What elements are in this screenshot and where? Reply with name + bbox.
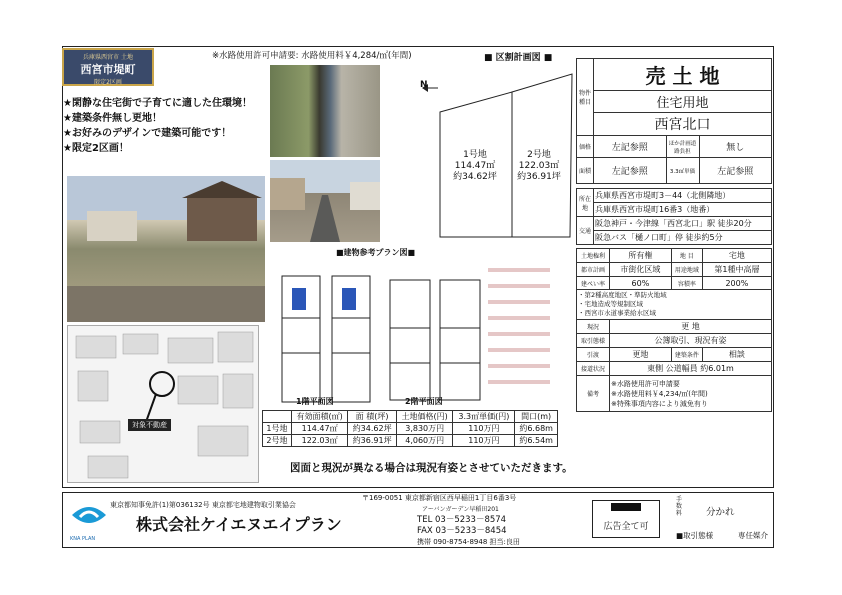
road-label: 接道状況 [577,362,610,376]
area-map [67,325,259,483]
street-photo [270,160,380,242]
postal-line: 〒169-0051 東京都新宿区西早稲田1丁目6番3号 [362,494,517,502]
floor-plan-drawing [262,258,562,408]
ad-label: 広告全て可 [603,522,649,532]
highlights-list [63,96,278,156]
remark-line: ※水路使用許可申請要 [611,379,680,388]
ad-box [592,500,660,538]
table-cell: 3,830万円 [396,423,453,435]
table-cell: 容積率 [671,277,702,290]
remark-line: ※特殊事項内容により減免有り [611,399,708,408]
mode-label: ■取引態様 [676,531,714,540]
area-badge [62,48,154,86]
table-cell: 114.47㎡ [291,423,348,435]
table-row [577,249,772,263]
table-cell: 地 目 [671,249,702,263]
delivery-label: 取引態様 [577,334,610,348]
floor1-caption: 1階平面図 [296,397,334,406]
water-fee-notice: ※水路使用許可申請要: 水路使用料￥4,284/㎡(年間) [212,51,412,61]
handover-value: 更地 [610,348,672,362]
mode-value: 専任媒介 [738,531,768,540]
license-text: 東京都知事免許(1)第036132号 東京都宅地建物取引業協会 [110,501,296,509]
area-badge-title: 西宮市堤町 [80,63,136,76]
commission-value: 分かれ [706,507,735,518]
table-cell: 約36.91坪 [348,435,396,447]
limit-line: ・宅地造成等規制区域 [578,300,643,308]
table-cell: 約34.62坪 [348,423,396,435]
discrepancy-notice: 図面と現況が異なる場合は現況有姿とさせていただきます。 [290,462,573,474]
logo-text: KNA PLAN [70,536,96,542]
highlight-item: ★閑静な住宅街で子育てに適した住環境！ [63,98,252,109]
map-target-label: 対象不動産 [128,419,171,431]
table-cell: 110万円 [453,435,515,447]
limit-line: ・第2種高度地区・準防火地域 [578,291,667,299]
table-row [577,263,772,277]
address-label: 所在地 [577,189,594,217]
lot1-label [440,150,510,183]
house-illustration [67,176,265,322]
highlight-item: ★お好みのデザインで建築可能です！ [63,128,232,139]
canal-photo [270,65,380,157]
table-cell: 2号地 [263,435,292,447]
header-cell: 面 積(坪) [348,411,396,423]
access-line: 阪急バス「樋ノ口町」停 徒歩約5分 [594,231,772,245]
property-details [576,58,772,482]
lot1-sqm: 114.47㎡ [454,161,496,171]
property-name: 西宮北口 [594,113,772,136]
north-marker: N [420,80,428,90]
remark-line: ※水路使用料￥4,234/㎡(年間) [611,389,708,398]
handover-label: 引渡 [577,348,610,362]
lot1-name: 1号地 [463,150,487,160]
table-cell: 110万円 [453,423,515,435]
address-line: 兵庫県西宮市堤町3－44（北側隣地） [594,189,772,203]
table-row [577,277,772,290]
highlight-item: ★建築条件無し更地！ [63,113,162,124]
company-name: 株式会社ケイエヌエイプラン [136,515,342,534]
table-cell: 122.03㎡ [291,435,348,447]
table-cell: 200% [702,277,771,290]
company-logo-icon [68,497,110,533]
other-limits [577,290,772,320]
header-cell [263,411,292,423]
table-cell: 4,060万円 [396,435,453,447]
current-label: 現況 [577,320,610,334]
table-cell: 建ぺい率 [577,277,610,290]
current-value: 更 地 [610,320,772,334]
table-cell: 第1種中高層 [702,263,771,277]
area-badge-line3: 限定2区画 [94,79,122,86]
header-cell: 間口(m) [515,411,558,423]
table-cell: 約6.68m [515,423,558,435]
property-type: 売 土 地 [594,59,772,91]
commission-label: 手数料 [676,496,683,517]
lot2-tsubo: 約36.91坪 [517,172,561,182]
address-line: 兵庫県西宮市堤町16番3（地番） [594,203,772,217]
table-row [263,423,558,435]
lot2-name: 2号地 [527,150,551,160]
header-cell: 土地価格(円) [396,411,453,423]
remarks [610,376,772,412]
table-cell: 市街化区域 [610,263,672,277]
delivery-value: 公簿取引、現況有姿 [610,334,772,348]
floor2-caption: 2階平面図 [405,397,443,406]
road-value: 東側 公道幅員 約6.01m [610,362,772,376]
table-cell: 土地権利 [577,249,610,263]
type-label: 物件種目 [577,59,594,136]
extra-value: 無し [699,136,772,158]
lots-table-header [263,411,558,423]
access-label: 交通 [577,217,594,245]
building-line: アーバンガーデン早稲田201 [422,506,499,513]
street-illustration [270,160,380,242]
table-cell: 都市計画 [577,263,610,277]
price-label: 価格 [577,136,594,158]
mobile-line: 携帯 090-8754-8948 担当:良田 [417,538,520,546]
lot2-label [508,150,570,183]
header-cell: 3.3㎡単価(円) [453,411,515,423]
limit-line: ・西宮市水道事業給水区域 [578,309,656,317]
header-cell: 有効面積(㎡) [291,411,348,423]
remarks-label: 備考 [577,376,610,412]
lot2-sqm: 122.03㎡ [518,161,560,171]
table-cell: 60% [610,277,672,290]
unit-label: 3.3㎡単価 [666,158,699,184]
unit-value: 左記参照 [699,158,772,184]
lots-table [262,410,558,447]
property-usage: 住宅用地 [594,91,772,113]
area-badge-line1: 兵庫県西宮市 土地 [83,54,133,61]
extra-label: ほか計画道路負担 [666,136,699,158]
mediation-value: 相談 [702,348,771,362]
table-cell: 宅地 [702,249,771,263]
price-value: 左記参照 [594,136,667,158]
table-cell: 用途地域 [671,263,702,277]
lot1-tsubo: 約34.62坪 [453,172,497,182]
site-plan-title: ■ 区割計画図 ■ [484,53,553,63]
access-line: 阪急神戸・今津線「西宮北口」駅 徒歩20分 [594,217,772,231]
table-row [263,435,558,447]
area-label: 面積 [577,158,594,184]
floor-plan-title: ■建物参考プラン図■ [336,248,416,257]
highlight-item: ★限定2区画！ [63,143,129,154]
company-address [362,493,520,548]
fax-line: FAX 03－5233－8454 [417,526,507,536]
mediation-label: 建築条件 [671,348,702,362]
table-cell: 1号地 [263,423,292,435]
site-photo [67,176,265,322]
table-cell: 所有権 [610,249,672,263]
table-cell: 約6.54m [515,435,558,447]
tel-line: TEL 03－5233－8574 [417,515,507,525]
area-value: 左記参照 [594,158,667,184]
map-illustration [68,326,260,484]
